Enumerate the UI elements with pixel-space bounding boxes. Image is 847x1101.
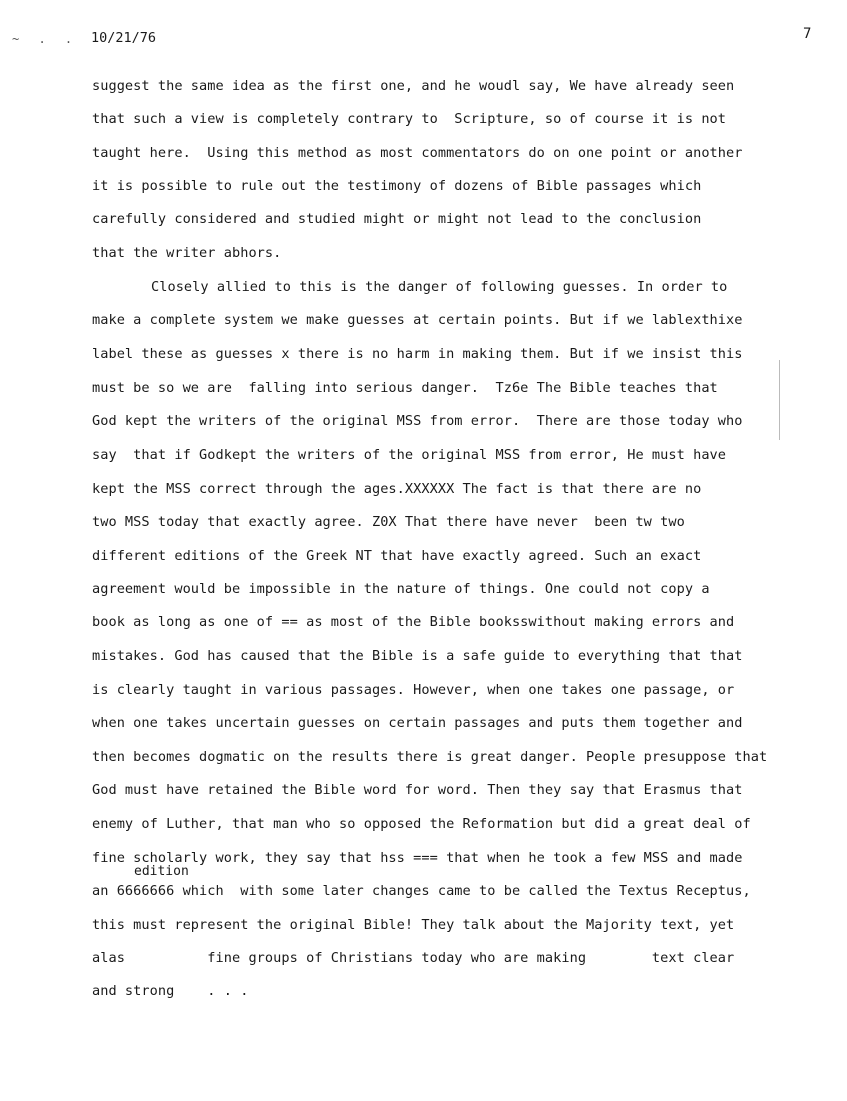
body-line: mistakes. God has caused that the Bible is a safe guide to everything that that <box>92 648 743 664</box>
document-date: 10/21/76 <box>91 30 157 46</box>
body-line: make a complete system we make guesses at certain points. But if we lablexthixe <box>92 312 743 328</box>
page-number: 7 <box>803 26 812 42</box>
body-line: then becomes dogmatic on the results there is great danger. People presuppose that <box>92 749 768 765</box>
body-line: that the writer abhors. <box>92 245 282 261</box>
body-line: this must represent the original Bible! They talk about the Majority text, yet <box>92 917 735 933</box>
margin-marks: ~ . . <box>12 32 79 46</box>
margin-line <box>779 360 780 440</box>
body-line: when one takes uncertain guesses on certain passages and puts them together and <box>92 715 743 731</box>
body-line: Closely allied to this is the danger of following guesses. In order to <box>151 279 728 295</box>
body-line: carefully considered and studied might or might not lead to the conclusion <box>92 211 702 227</box>
body-line: an 6666666 which with some later changes came to be called the Textus Receptus, <box>92 883 751 899</box>
body-line: enemy of Luther, that man who so opposed the Reformation but did a great deal of <box>92 816 751 832</box>
body-line: different editions of the Greek NT that have exactly agreed. Such an exact <box>92 548 702 564</box>
body-line: say that if Godkept the writers of the original MSS from error, He must have <box>92 447 727 463</box>
body-line: suggest the same idea as the first one, and he woudl say, We have already seen <box>92 78 735 94</box>
body-line: label these as guesses x there is no harm in making them. But if we insist this <box>92 346 743 362</box>
body-line: agreement would be impossible in the nature of things. One could not copy a <box>92 581 710 597</box>
body-line: two MSS today that exactly agree. Z0X That there have never been tw two <box>92 514 685 530</box>
body-line: book as long as one of == as most of the Bible booksswithout making errors and <box>92 614 735 630</box>
body-line: taught here. Using this method as most commentators do on one point or another <box>92 145 743 161</box>
interlinear-correction: edition <box>134 864 189 879</box>
body-line: is clearly taught in various passages. However, when one takes one passage, or <box>92 682 735 698</box>
body-line: fine scholarly work, they say that hss === that when he took a few MSS and made <box>92 850 743 866</box>
body-line: it is possible to rule out the testimony of dozens of Bible passages which <box>92 178 702 194</box>
body-line: alas fine groups of Christians today who are making text clear <box>92 950 735 966</box>
body-line: and strong . . . <box>92 983 249 999</box>
body-line: must be so we are falling into serious danger. Tz6e The Bible teaches that <box>92 380 718 396</box>
body-line: God must have retained the Bible word for word. Then they say that Erasmus that <box>92 782 743 798</box>
body-line: God kept the writers of the original MSS from error. There are those today who <box>92 413 743 429</box>
body-line: that such a view is completely contrary to Scripture, so of course it is not <box>92 111 727 127</box>
body-line: kept the MSS correct through the ages.XXXXXX The fact is that there are no <box>92 481 702 497</box>
